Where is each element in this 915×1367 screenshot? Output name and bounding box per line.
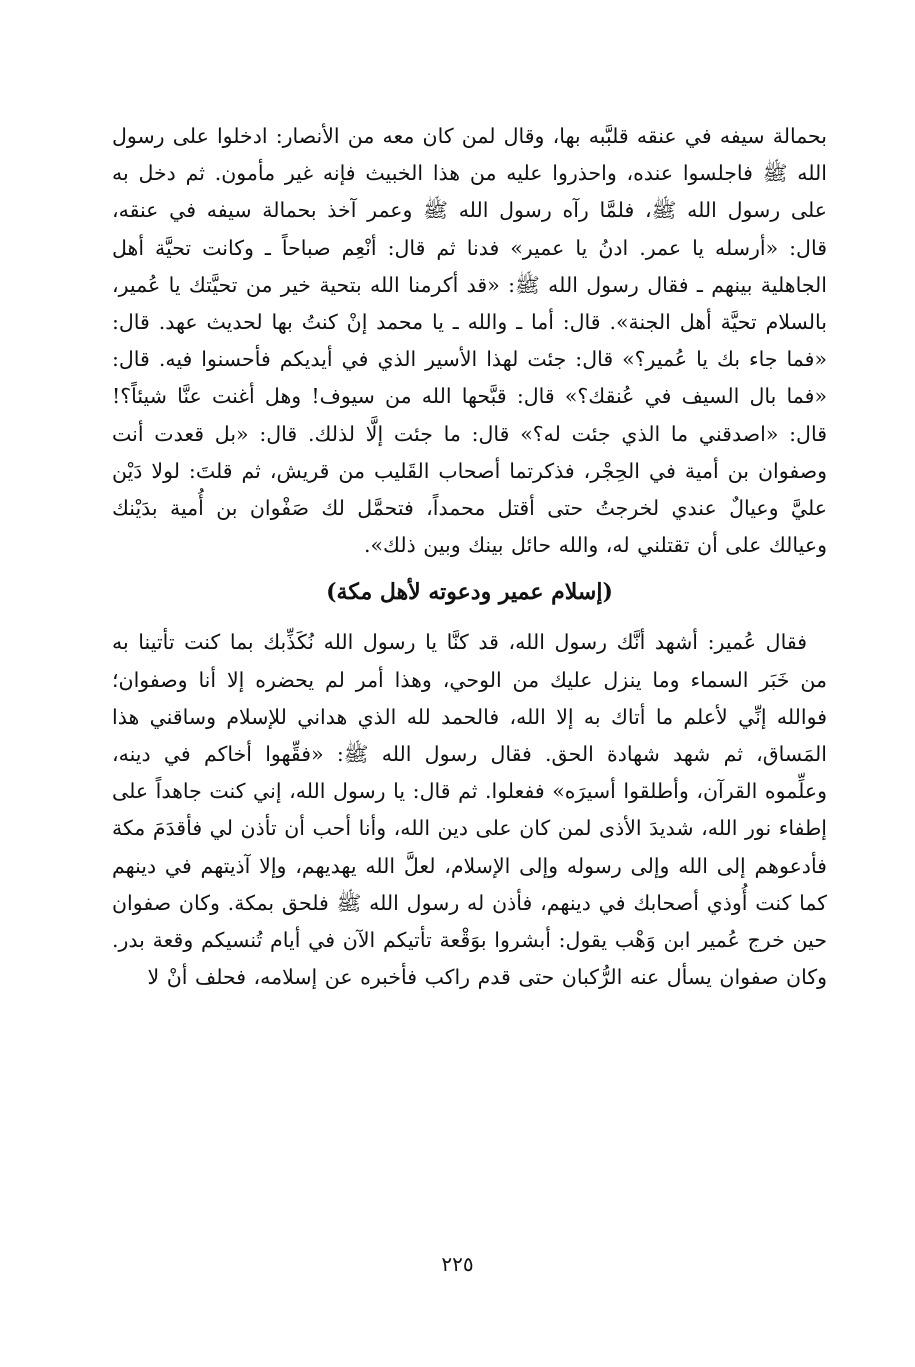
body-paragraph-2: فقال عُمير: أشهد أنَّك رسول الله، قد كنَّا يا رسول الله نُكَذِّبك بما كنت تأتينا به من خَبَر السماء وما ينزل عليك من الوحي، وهذا أمر لم يحضره إلا أنا وصفوان؛ فوالله إنِّي لأعلم ما أتاك به إلا الله، فالحمد لله الذي هداني للإسلام وساقني هذا المَساق، ثم شهد شهادة الحق. فقال رسول الله ﷺ: «فقِّهوا أخاكم في دينه، وعلِّموه القرآن، وأطلقوا أسيرَه» ففعلوا. ثم قال: يا رسول الله، إني كنت جاهداً على إطفاء نور الله، شديدَ الأذى لمن كان على دين الله، وأنا أحب أن تأذن لي فأقدَمَ مكة فأدعوهم إلى الله وإلى رسوله وإلى الإسلام، لعلَّ الله يهديهم، وإلا آذيتهم في دينهم كما كنت أُوذي أصحابك في دينهم، فأذن له رسول الله ﷺ فلحق بمكة. وكان صفوان حين خرج عُمير ابن وَهْب يقول: أبشروا بوَقْعة تأتيكم الآن في أيام تُنسيكم وقعة بدر. وكان صفوان يسأل عنه الرُّكبان حتى قدم راكب فأخبره عن إسلامه، فحلف أنْ لا	[112, 630, 827, 990]
body-paragraph-1: بحمالة سيفه في عنقه قلبَّبه بها، وقال لمن كان معه من الأنصار: ادخلوا على رسول الله ﷺ فاجلسوا عنده، واحذروا عليه من هذا الخبيث فإنه غير مأمون. ثم دخل به على رسول الله ﷺ، فلمَّا رآه رسول الله ﷺ وعمر آخذ بحمالة سيفه في عنقه، قال: «أرسله يا عمر. ادنُ يا عمير» فدنا ثم قال: أنْعِم صباحاً ـ وكانت تحيَّة أهل الجاهلية بينهم ـ فقال رسول الله ﷺ: «قد أكرمنا الله بتحية خير من تحيَّتك يا عُمير، بالسلام تحيَّة أهل الجنة». قال: أما ـ والله ـ يا محمد إنْ كنتُ بها لحديث عهد. قال: «فما جاء بك يا عُمير؟» قال: جئت لهذا الأسير الذي في أيديكم فأحسنوا فيه. قال: «فما بال السيف في عُنقك؟» قال: قبَّحها الله من سيوف! وهل أغنت عنَّا شيئاً؟! قال: «اصدقني ما الذي جئت له؟» قال: ما جئت إلَّا لذلك. قال: «بل قعدت أنت وصفوان بن أمية في الحِجْر، فذكرتما أصحاب القَليب من قريش، ثم قلتَ: لولا دَيْن عليَّ وعيالٌ عندي لخرجتُ حتى أقتل محمداً، فتحمَّل لك صَفْوان بن أُمية بدَيْنك وعيالك على أن تقتلني له، والله حائل بينك وبين ذلك».	[112, 124, 827, 558]
page-body	[112, 118, 827, 996]
page-number: ٢٢٥	[441, 1252, 474, 1276]
section-heading: (إسلام عمير ودعوته لأهل مكة)	[326, 579, 613, 606]
